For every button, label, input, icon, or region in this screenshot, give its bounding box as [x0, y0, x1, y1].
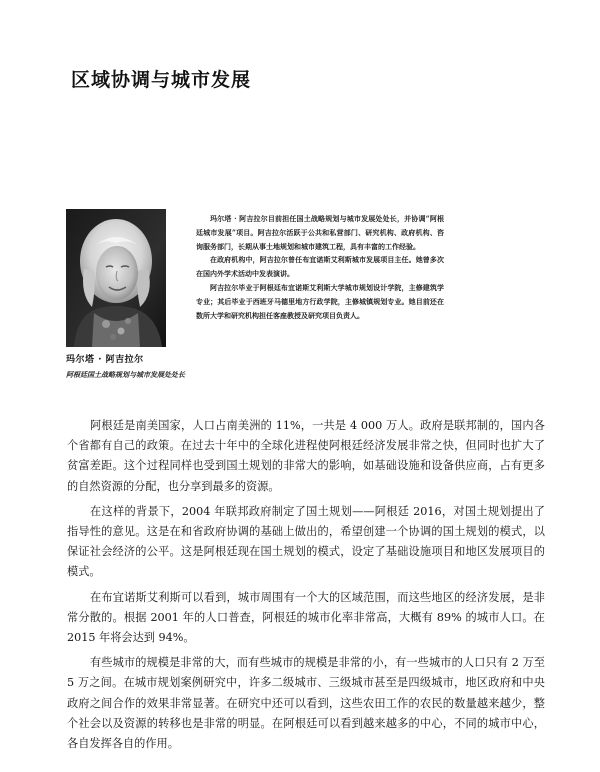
- person-role: 阿根廷国土战略规划与城市发展处处长: [66, 370, 185, 379]
- person-name: 玛尔塔 · 阿吉拉尔: [66, 355, 144, 365]
- bio-paragraph: 玛尔塔 · 阿吉拉尔目前担任国土战略规划与城市发展处处长，并协调“阿根廷城市发展”项目。阿吉拉尔活跃于公共和私营部门、研究机构、政府机构、咨询服务部门，长期从事土地规划和城市建筑工程，具有丰富的工作经验。: [196, 214, 444, 251]
- bio-paragraph: 在政府机构中，阿吉拉尔曾任布宜诺斯艾利斯城市发展项目主任。她曾多次在国内外学术活动中发表演讲。: [196, 255, 444, 279]
- body-paragraph: 在这样的背景下，2004 年联邦政府制定了国土规划——阿根廷 2016，对国土规划提出了指导性的意见。这是在和省政府协调的基础上做出的，希望创建一个协调的国土规划的模式，以保证社会经济的公平。这是阿根廷现在国土规划的模式，设定了基础设施项目和地区发展项目的模式。: [67, 504, 545, 579]
- page-title: 区域协调与城市发展: [71, 69, 252, 91]
- body-text: [67, 416, 545, 759]
- portrait-photo: [66, 209, 166, 347]
- body-paragraph: 在布宜诺斯艾利斯可以看到，城市周围有一个大的区域范围，而这些地区的经济发展，是非常分散的。根据 2001 年的人口普查，阿根廷的城市化率非常高，大概有 89% 的城市人口。在 2015 年将会达到 94%。: [67, 590, 545, 645]
- body-paragraph: 阿根廷是南美国家，人口占南美洲的 11%，一共是 4 000 万人。政府是联邦制的，国内各个省都有自己的政策。在过去十年中的全球化进程使阿根廷经济发展非常之快，但同时也扩大了贫富差距。这个过程同样也受到国土规划的非常大的影响，如基础设施和设备供应商，占有更多的自然资源的分配，也分享到最多的资源。: [67, 419, 545, 493]
- body-paragraph: 有些城市的规模是非常的大，而有些城市的规模是非常的小，有一些城市的人口只有 2 万至 5 万之间。在城市规划案例研究中，许多二级城市、三级城市甚至是四级城市，地区政府和中央政府之间合作的效果非常显著。在研究中还可以看到，这些农田工作的农民的数量越来越少，整个社会以及资源的转移也是非常的明显。在阿根廷可以看到越来越多的中心，不同的城市中心，各自发挥各自的作用。: [67, 656, 545, 751]
- portrait-caption: [66, 352, 226, 380]
- biography: [196, 212, 444, 322]
- portrait-image: [66, 209, 166, 347]
- bio-paragraph: 阿吉拉尔毕业于阿根廷布宜诺斯艾利斯大学城市规划设计学院，主修建筑学专业；其后毕业于西班牙马德里地方行政学院，主修城镇规划专业。她目前还在数所大学和研究机构担任客座教授及研究项目负责人。: [196, 282, 444, 320]
